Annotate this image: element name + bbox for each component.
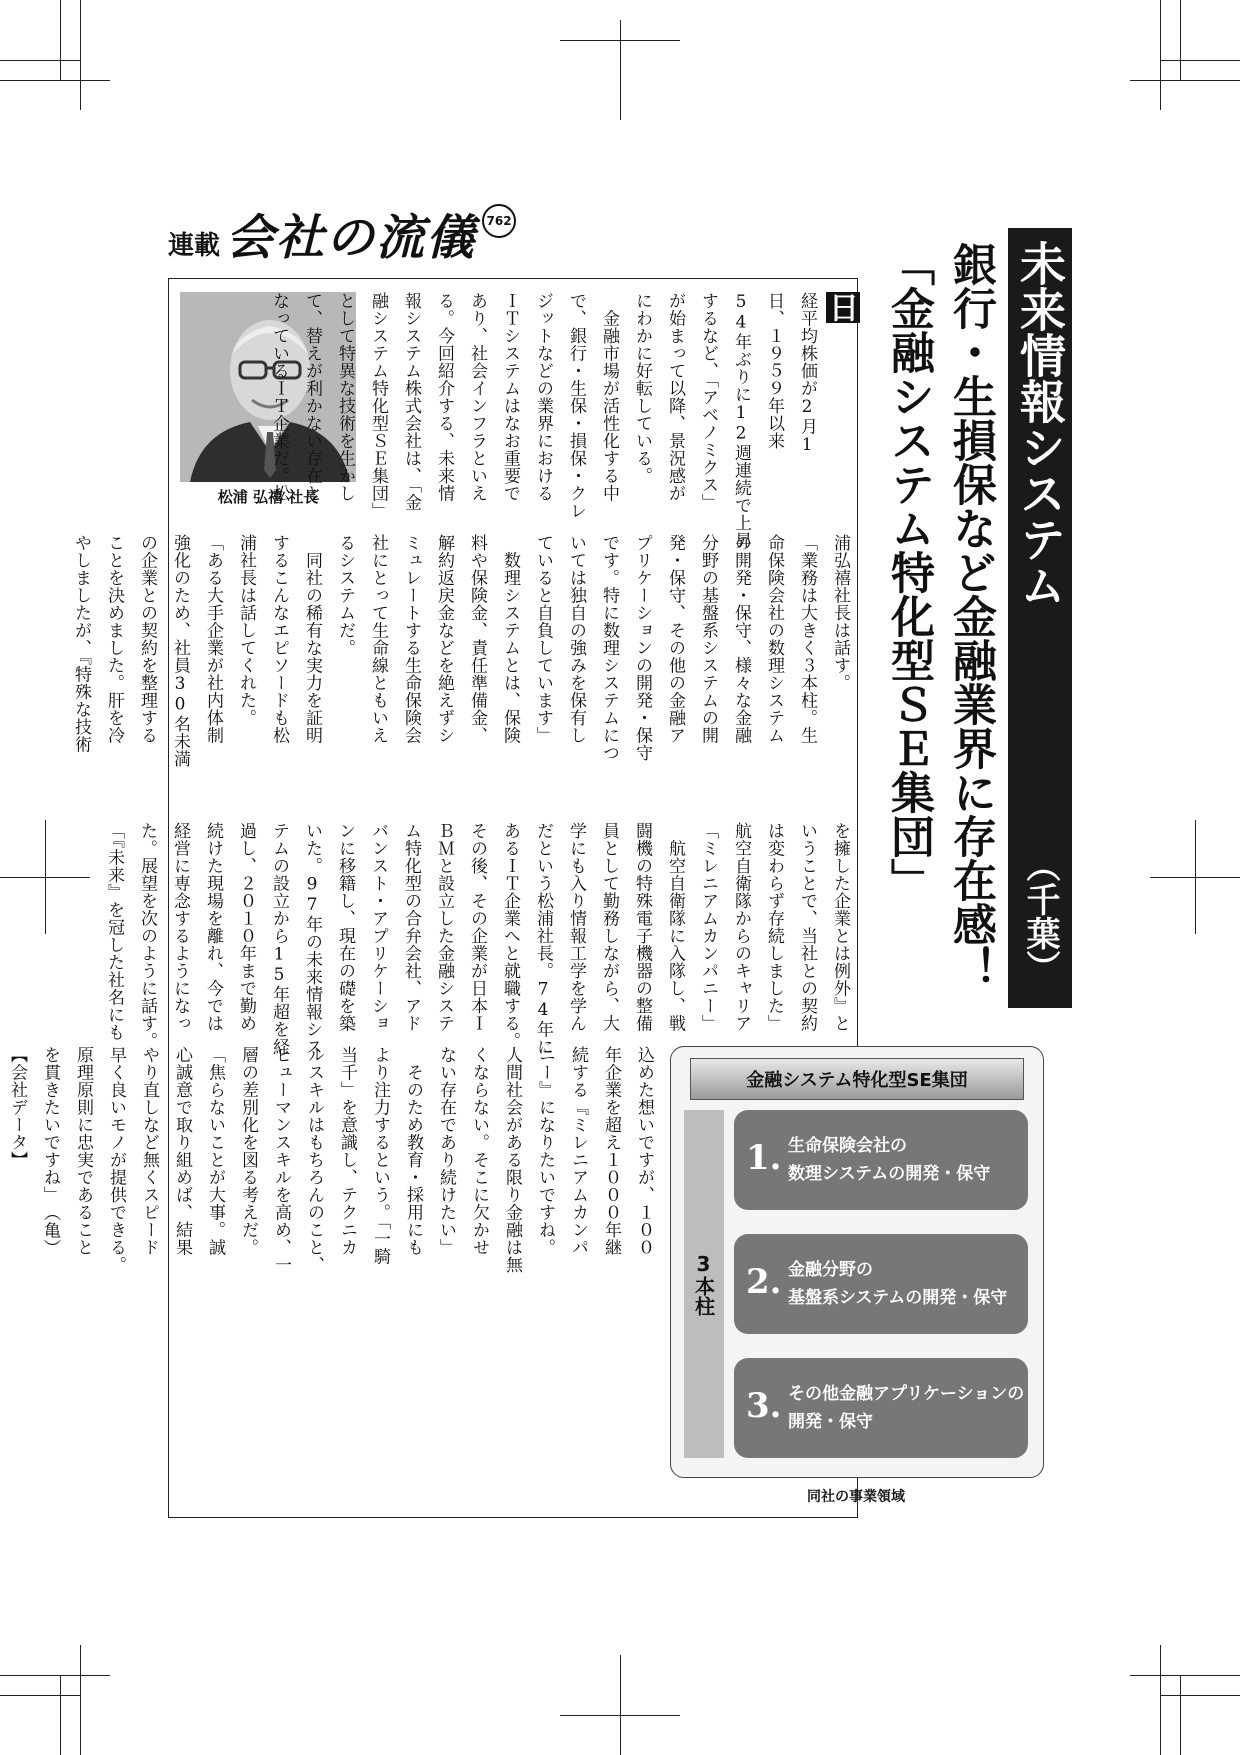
article-line: ジットなどの業界における	[533, 292, 553, 502]
crop-mark	[80, 0, 81, 110]
article-line: あり、社会インフラといえ	[467, 292, 487, 502]
article-line: なっているＩＴ企業だ。松	[269, 292, 289, 502]
article-line: ＢＭと設立した金融システ	[434, 822, 454, 1032]
item-line1: 生命保険会社の	[788, 1136, 907, 1156]
article-line: 闘機の特殊電子機器の整備	[632, 822, 652, 1032]
article-line: 料や保険金、責任準備金、	[467, 534, 487, 744]
dropcap: 日	[823, 292, 858, 323]
article-line: 過し、２０１０年まで勤め	[236, 822, 256, 1032]
photo-caption: 松浦 弘禧 社長	[217, 488, 319, 506]
crop-mark	[1160, 1645, 1161, 1755]
article-line: 融システム特化型ＳＥ集団」	[368, 292, 388, 520]
article-line: そのため教育・採用にも	[403, 1046, 423, 1256]
article-line: ミュレートする生命保険会	[401, 534, 421, 744]
article-line: にわかに好転している。	[632, 292, 652, 485]
article-line: 員として勤務しながら、大	[599, 822, 619, 1032]
diagram-item-2	[734, 1234, 1028, 1334]
article-line: ム特化型の合弁会社、アド	[401, 822, 421, 1032]
article-line: です。特に数理システムにつ	[599, 534, 619, 762]
article-line: 年企業を超え１０００年継	[601, 1046, 621, 1256]
series-header	[168, 212, 516, 268]
article-line: 層の差別化を図る考えだ。	[238, 1046, 258, 1256]
series-number: 762	[482, 204, 516, 238]
article-line: 強化のため、社員30名未満	[170, 534, 190, 768]
series-title: 会社の流儀	[226, 210, 477, 266]
company-name: 未来情報システム	[1013, 240, 1067, 608]
item-line2: 開発・保守	[788, 1412, 873, 1432]
diagram-item-1	[734, 1110, 1028, 1210]
article-line: 続けた現場を離れ、今では	[203, 822, 223, 1032]
article-line: の企業との契約を整理する	[137, 534, 157, 744]
article-line: いた。97年の未来情報シス	[302, 822, 322, 1056]
article-line: あるＩＴ企業へと就職する。	[500, 822, 520, 1050]
article-line: 浦社長は話してくれた。	[236, 534, 256, 727]
article-line: 発・保守、その他の金融ア	[665, 534, 685, 744]
item-line1: 金融分野の	[788, 1260, 873, 1280]
item-line1: その他金融アプリケーションの	[788, 1384, 1025, 1404]
article-line: ない存在であり続けたい」	[436, 1046, 456, 1256]
article-line: 早く良いモノが提供できる。	[106, 1046, 126, 1274]
article-line: やり直しなど無くスピード	[139, 1046, 159, 1256]
article-line: た。展望を次のように話す。	[137, 822, 157, 1050]
article-line: が始まって以降、景況感が	[665, 292, 685, 502]
article-line: 「ある大手企業が社内体制	[203, 534, 223, 744]
article-line: 報システム株式会社は、「金	[401, 292, 421, 511]
article-line: を擁した企業とは例外』と	[830, 822, 850, 1032]
article-line: 経営に専念するようになっ	[170, 822, 190, 1032]
item-number: 1.	[746, 1138, 782, 1178]
article-line: 社にとって生命線ともいえ	[368, 534, 388, 744]
crop-mark	[1160, 60, 1240, 61]
company-prefecture: （千葉）	[1020, 848, 1060, 984]
article-line: いうことで、当社との契約	[797, 822, 817, 1032]
company-data-line: 【会社データ】	[7, 1046, 27, 1169]
article-line: る。今回紹介する、未来情	[434, 292, 454, 502]
article-line: 航空自衛隊に入隊し、戦	[665, 822, 685, 1032]
article-line: 航空自衛隊からのキャリア	[731, 822, 751, 1032]
article-line: て、替えが利かない存在と	[302, 292, 322, 502]
article-line: するなど、「アベノミクス」	[698, 292, 718, 511]
article-line: ンに移籍し、現在の礎を築	[335, 822, 355, 1032]
crop-mark	[0, 60, 80, 61]
company-data-line: 原理原則に忠実であること	[73, 1046, 93, 1256]
crop-mark	[60, 0, 61, 80]
item-number: 2.	[746, 1262, 782, 1302]
article-line: ルスキルはもちろんのこと、	[304, 1046, 324, 1274]
article-line: 込めた想いですが、１００	[634, 1046, 654, 1256]
crop-mark	[1195, 820, 1196, 934]
article-line: は変わらず存続しました」	[764, 822, 784, 1032]
article-line: いては独自の強みを保有し	[566, 534, 586, 744]
headline-block	[876, 228, 1072, 1008]
article-line: やしましたが、『特殊な技術	[71, 534, 91, 753]
article-line: 学にも入り情報工学を学ん	[566, 822, 586, 1032]
article-line: 経平均株価が2月1	[797, 292, 817, 456]
crop-mark	[1130, 1675, 1240, 1676]
crop-mark	[1180, 0, 1181, 80]
article-line: 「業務は大きく３本柱。生	[797, 534, 817, 744]
item-text	[788, 1380, 1024, 1436]
article-line: その後、その企業が日本Ｉ	[467, 822, 487, 1032]
article-line: くならない。そこに欠かせ	[469, 1046, 489, 1256]
article-line: 続する『ミレニアムカンパ	[568, 1046, 588, 1256]
headline-sub: 「金融システム特化型ＳＥ集団」	[883, 242, 934, 902]
article-line: だという松浦社長。74年に	[533, 822, 553, 1056]
article-line: 数理システムとは、保険	[500, 534, 520, 744]
crop-mark	[0, 1675, 110, 1676]
article-column-4	[7, 1046, 660, 1466]
crop-mark	[0, 1695, 80, 1696]
diagram-item-3	[734, 1358, 1028, 1458]
item-text	[788, 1132, 990, 1188]
article-line: ＩＴシステムはなお重要で	[500, 292, 520, 502]
crop-mark	[620, 1655, 621, 1755]
crop-mark	[0, 80, 110, 81]
article-line: 心誠意で取り組めば、結果	[172, 1046, 192, 1256]
company-data-line: を貫きたいですね」 （亀）	[40, 1046, 60, 1257]
crop-mark	[1180, 1675, 1181, 1755]
diagram-side-label: 3本柱	[684, 1110, 724, 1458]
article-line: 54年ぶりに12週連続で上昇	[731, 292, 751, 549]
article-line: 「焦らないことが大事。誠	[205, 1046, 225, 1256]
article-line: バンスト・アプリケーショ	[368, 822, 388, 1032]
crop-mark	[60, 1675, 61, 1755]
company-name-bar	[1008, 228, 1072, 1008]
article-line: 同社の稀有な実力を証明	[302, 534, 322, 744]
crop-mark	[1130, 80, 1240, 81]
article-line: 人間社会がある限り金融は無	[502, 1046, 522, 1274]
article-line: ヒューマンスキルを高め、一	[271, 1046, 291, 1274]
article-line: ていると自負しています」	[533, 534, 553, 744]
article-line: ことを決めました。肝を冷	[104, 534, 124, 744]
diagram-caption: 同社の事業領域	[807, 1489, 905, 1505]
article-line: るシステムだ。	[335, 534, 355, 657]
article-line: で、銀行・生保・損保・クレ	[566, 292, 586, 520]
article-line: として特異な技術を生かし	[335, 292, 355, 502]
item-line2: 数理システムの開発・保守	[788, 1164, 991, 1184]
article-line: より注力するという。「一騎	[370, 1046, 390, 1265]
article-line: するこんなエピソードも松	[269, 534, 289, 744]
item-text	[788, 1256, 1007, 1312]
article-line: 解約返戻金などを絶えずシ	[434, 534, 454, 744]
crop-mark	[1160, 1695, 1240, 1696]
item-line2: 基盤系システムの開発・保守	[788, 1288, 1008, 1308]
article-line: 分野の基盤系システムの開	[698, 534, 718, 744]
article-line: 「『未来』を冠した社名にも	[104, 822, 124, 1041]
crop-mark	[620, 20, 621, 120]
article-line: 「ミレニアムカンパニー」	[698, 822, 718, 1032]
article-line: 日、１９５９年以来	[764, 292, 784, 450]
diagram-title: 金融システム特化型SE集団	[690, 1058, 1024, 1100]
headline-main: 銀行・生損保など金融業界に存在感！	[945, 242, 996, 990]
article-line: 浦弘禧社長は話す。	[830, 534, 850, 692]
item-number: 3.	[746, 1386, 782, 1426]
series-label: 連載	[168, 231, 221, 261]
article-line: の開発・保守、様々な金融	[731, 534, 751, 744]
article-line: プリケーションの開発・保守	[632, 534, 652, 762]
crop-mark	[1160, 0, 1161, 110]
article-line: ニー』になりたいですね。	[535, 1046, 555, 1256]
article-line: テムの設立から15年超を経	[269, 822, 289, 1056]
business-diagram	[670, 1046, 1042, 1476]
article-line: 金融市場が活性化する中	[599, 292, 619, 502]
crop-mark	[45, 820, 46, 934]
article-line: 命保険会社の数理システム	[764, 534, 784, 744]
crop-mark	[80, 1645, 81, 1755]
article-line: 当千」を意識し、テクニカ	[337, 1046, 357, 1256]
